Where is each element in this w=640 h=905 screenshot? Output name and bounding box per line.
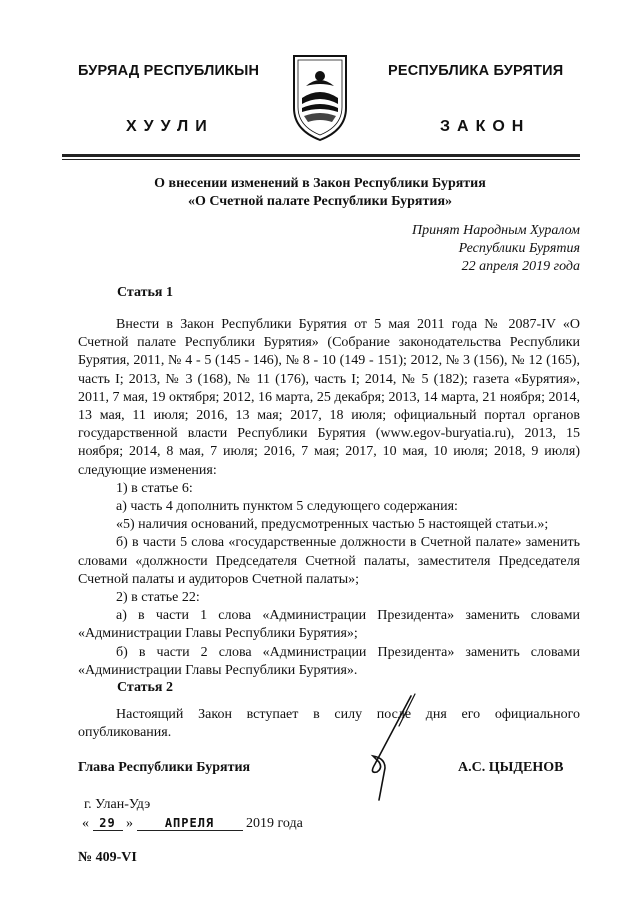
city: г. Улан-Удэ (84, 797, 151, 812)
header-left-subtitle: ХУУЛИ (126, 118, 214, 135)
article1-paragraph: Внести в Закон Республики Бурятия от 5 мая 2011 года № 2087-IV «О Счетной палате Республики Бурятия» (Собрание законодательства Республики Бурятия, 2011, № 4 - 5 (145 - 146), № 8 - 10 (149 - 151); 2012, № 3 (156), № 12 (165), часть I; 2013, № 3 (168), № 11 (176), часть I; 2014, № 5 (182); газета «Бурятия», 2011, 7 мая, 19 октября; 2012, 16 марта, 25 декабря; 2013, 14 марта, 21 ноября; 2014, 13 мая, 11 июля; 2016, 13 мая; 2017, 18 июля; официальный портал органов государственной власти Республики Бурятия (www.egov-buryatia.ru), 2013, 15 ноября; 2014, 8 мая, 7 июля; 2016, 7 мая; 2017, 10 мая, 10 июля; 2018, 9 июля) следующие изменения: (78, 317, 580, 478)
date-month-stamp: АПРЕЛЯ (137, 816, 243, 831)
handwritten-signature (355, 692, 425, 804)
signatory-name: А.С. ЦЫДЕНОВ (458, 760, 564, 775)
article1-paragraph: б) в части 2 слова «Администрации Президента» заменить словами «Администрации Главы Республики Бурятия». (78, 644, 580, 678)
adopted-block (340, 222, 580, 276)
law-title-line1: О внесении изменений в Закон Республики Бурятия (154, 176, 486, 191)
header-rule-thick (62, 154, 580, 157)
law-number: № 409-VI (78, 850, 137, 865)
header-right-title: РЕСПУБЛИКА БУРЯТИЯ (388, 63, 564, 79)
article2-heading: Статья 2 (117, 680, 173, 695)
article2-body (78, 706, 580, 742)
article1-paragraph: «5) наличия оснований, предусмотренных частью 5 настоящей статьи.»; (116, 517, 549, 533)
header-left-title: БУРЯАД РЕСПУБЛИКЫН (78, 63, 260, 79)
article1-paragraph: а) часть 4 дополнить пунктом 5 следующего содержания: (116, 499, 458, 515)
law-title (80, 175, 560, 211)
law-title-line2: «О Счетной палате Республики Бурятия» (187, 194, 453, 209)
article1-paragraph: 1) в статье 6: (116, 480, 193, 496)
article2-paragraph: Настоящий Закон вступает в силу после дня его официального опубликования. (78, 707, 580, 741)
buryatia-coat-of-arms-icon (288, 52, 352, 144)
date-quote-close: » (126, 816, 133, 831)
signatory-position: Глава Республики Бурятия (78, 760, 251, 775)
adopted-line3: 22 апреля 2019 года (461, 259, 580, 274)
adopted-line2: Республики Бурятия (458, 241, 580, 256)
article1-heading: Статья 1 (117, 285, 173, 300)
date-quote-open: « (82, 816, 89, 831)
date-year: 2019 года (246, 816, 303, 831)
article1-body (78, 316, 580, 680)
header-right-subtitle: ЗАКОН (440, 118, 531, 135)
article1-paragraph: б) в части 5 слова «государственные должности в Счетной палате» заменить словами «должности Председателя Счетной палаты, заместителя Председателя Счетной палаты и аудиторов Счетной палаты»; (78, 535, 580, 587)
article1-paragraph: а) в части 1 слова «Администрации Президента» заменить словами «Администрации Главы Республики Бурятия»; (78, 608, 580, 642)
article1-paragraph: 2) в статье 22: (116, 590, 200, 606)
adopted-line1: Принят Народным Хуралом (411, 223, 580, 238)
header-rule-thin (62, 159, 580, 160)
date-line (82, 816, 303, 832)
date-day-stamp: 29 (93, 816, 123, 831)
